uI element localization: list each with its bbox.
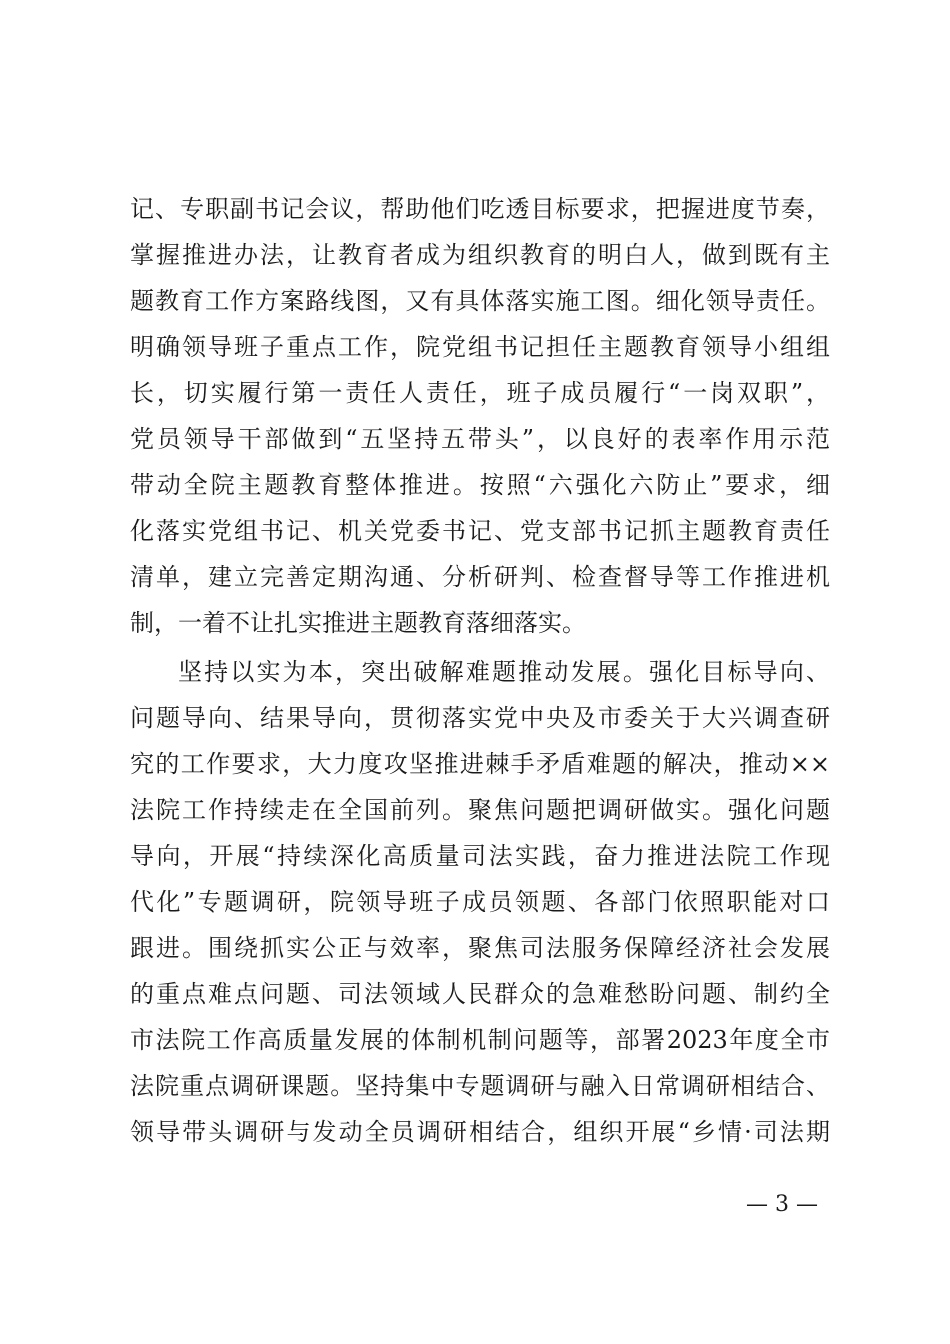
text-line-14: 法院工作持续走在全国前列。聚焦问题把调研做实。强化问题 <box>130 796 830 824</box>
text-line-18: 的重点难点问题、司法领域人民群众的急难愁盼问题、制约全 <box>130 980 830 1008</box>
text-line-5: 长，切实履行第一责任人责任，班子成员履行“一岗双职”， <box>130 379 830 407</box>
text-line-20: 法院重点调研课题。坚持集中专题调研与融入日常调研相结合、 <box>130 1072 830 1100</box>
text-line-2: 掌握推进办法，让教育者成为组织教育的明白人，做到既有主 <box>130 241 830 269</box>
text-line-4: 明确领导班子重点工作，院党组书记担任主题教育领导小组组 <box>130 333 830 361</box>
text-line-6: 党员领导干部做到“五坚持五带头”，以良好的表率作用示范 <box>130 425 830 453</box>
text-line-10: 制，一着不让扎实推进主题教育落细落实。 <box>130 609 586 637</box>
text-line-3: 题教育工作方案路线图，又有具体落实施工图。细化领导责任。 <box>130 287 830 315</box>
text-line-19: 市法院工作高质量发展的体制机制问题等，部署2023年度全市 <box>130 1026 830 1054</box>
text-line-11: 坚持以实为本，突出破解难题推动发展。强化目标导向、 <box>178 658 830 686</box>
text-line-12: 问题导向、结果导向，贯彻落实党中央及市委关于大兴调查研 <box>130 704 830 732</box>
text-line-7: 带动全院主题教育整体推进。按照“六强化六防止”要求，细 <box>130 471 830 499</box>
text-line-15: 导向，开展“持续深化高质量司法实践，奋力推进法院工作现 <box>130 842 830 870</box>
text-line-13: 究的工作要求，大力度攻坚推进棘手矛盾难题的解决，推动×× <box>130 750 830 778</box>
text-line-8: 化落实党组书记、机关党委书记、党支部书记抓主题教育责任 <box>130 517 830 545</box>
text-line-21: 领导带头调研与发动全员调研相结合，组织开展“乡情·司法期 <box>130 1118 830 1146</box>
text-line-1: 记、专职副书记会议，帮助他们吃透目标要求，把握进度节奏， <box>130 195 830 223</box>
text-line-16: 代化”专题调研，院领导班子成员领题、各部门依照职能对口 <box>130 888 830 916</box>
page-number: — 3 — <box>746 1192 818 1217</box>
text-line-9: 清单，建立完善定期沟通、分析研判、检查督导等工作推进机 <box>130 563 830 591</box>
text-line-17: 跟进。围绕抓实公正与效率，聚焦司法服务保障经济社会发展 <box>130 934 830 962</box>
